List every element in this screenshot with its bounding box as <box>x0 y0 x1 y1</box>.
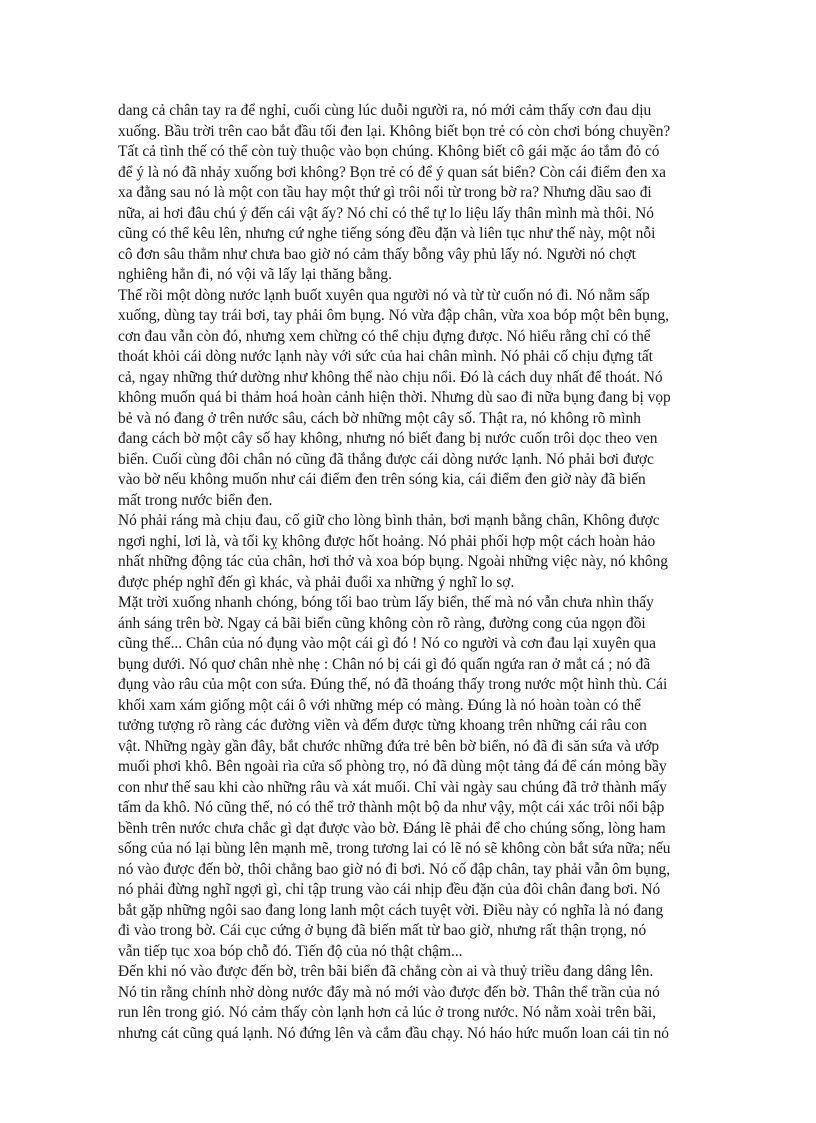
text-line: tưởng tượng rõ ràng các đường viền và đếm được từng khoang trên những cái râu con <box>118 717 647 734</box>
text-line: khối xam xám giống một cái ô với những mép có màng. Đúng là nó hoàn toàn có thể <box>118 696 641 714</box>
text-line: nó phải đừng nghĩ ngợi gì, chỉ tập trung vào cái nhịp đều đặn của đôi chân đang bơi. Nó <box>118 881 661 898</box>
text-line: nó vào được đến bờ, thôi chẳng bao giờ nó đi bơi. Nó cố đập chân, tay phải vẫn ôm bụng, <box>118 860 671 878</box>
text-line: vẫn tiếp tục xoa bóp chỗ đó. Tiến độ của nó thật chậm... <box>118 942 463 960</box>
text-line: xuống. Bầu trời trên cao bắt đầu tối đen lại. Không biết bọn trẻ có còn chơi bóng chuyền? <box>118 122 671 140</box>
text-line: được phép nghĩ đến gì khác, và phải đuổi xa những ý nghĩ lo sợ. <box>118 573 515 591</box>
text-line: bềnh trên nước chưa chắc gì dạt được vào bờ. Đáng lẽ phải để cho chúng sống, lòng ham <box>118 819 666 837</box>
text-line: ngơi nghỉ, lơi là, và tối kỵ không được hốt hoảng. Nó phải phối hợp một cách hoàn hảo <box>118 532 656 550</box>
text-line: cả, ngay những thứ dường như không thể nào chịu nổi. Đó là cách duy nhất để thoát. Nó <box>118 368 663 386</box>
text-line: Tất cả tình thế có thể còn tuỳ thuộc vào bọn chúng. Không biết cô gái mặc áo tắm đỏ có <box>118 143 660 160</box>
text-line: Mặt trời xuống nhanh chóng, bóng tối bao trùm lấy biển, thế mà nó vẫn chưa nhìn thấy <box>118 594 654 611</box>
text-line: bẻ và nó đang ở trên nước sâu, cách bờ những một cây số. Thật ra, nó không rõ mình <box>118 409 641 427</box>
text-line: đụng vào râu của một con sứa. Đúng thế, nó đã thoáng thấy trong nước một hình thù. Cái <box>118 676 668 693</box>
text-line: Nó phải ráng mà chịu đau, cố giữ cho lòng bình thản, bơi mạnh bằng chân, Không được <box>118 512 660 529</box>
text-line: vào bờ nếu không muốn như cái điểm đen trên sóng kia, cái điểm đen giờ này đã biến <box>118 471 646 488</box>
text-line: cũng thế... Chân của nó đụng vào một cái gì đó ! Nó co người và cơn đau lại xuyên qua <box>118 635 656 652</box>
text-line: xuống, dùng tay trái bơi, tay phải ôm bụng. Nó vừa đập chân, vừa xoa bóp một bên bụng, <box>118 307 669 324</box>
text-line: cũng có thể kêu lên, nhưng cứ nghe tiếng sóng đều đặn và liên tục như thế này, một nỗi <box>118 225 656 242</box>
text-line: tấm da khô. Nó cũng thế, nó có thể trở thành một bộ da như vậy, một cái xác trôi nổi bập <box>118 799 665 816</box>
body-text <box>118 101 718 1044</box>
text-line: Đến khi nó vào được đến bờ, trên bãi biển đã chẳng còn ai và thuỷ triều đang dâng lên. <box>118 963 654 980</box>
text-line: sống của nó lại bùng lên mạnh mẽ, trong tương lai có lẽ nó sẽ không còn bắt sứa nữa; nếu <box>118 840 671 857</box>
text-line: cơn đau vẫn còn đó, nhưng xem chừng có thể chịu đựng được. Nó hiểu rằng chỉ có thể <box>118 327 651 345</box>
text-line: mất trong nước biển đen. <box>118 491 273 509</box>
text-line: cô đơn sâu thẳm như chưa bao giờ nó cảm thấy bỗng vây phủ lấy nó. Người nó chợt <box>118 245 636 263</box>
text-line: thoát khỏi cái dòng nước lạnh này với sức của hai chân mình. Nó phải cố chịu đựng tất <box>118 348 653 365</box>
text-line: đang cách bờ một cây số hay không, nhưng nó biết đang bị nước cuốn trôi dọc theo ven <box>118 430 658 447</box>
text-line: nhất những động tác của chân, hơi thở và xoa bóp bụng. Ngoài những việc này, nó không <box>118 553 668 570</box>
text-line: không muốn quá bi thảm hoá hoàn cảnh hiện thời. Nhưng dù sao đi nữa bụng đang bị vọp <box>118 389 671 406</box>
text-line: nghiêng hẳn đi, nó vội vã lấy lại thăng bằng. <box>118 266 392 283</box>
text-line: biển. Cuối cùng đôi chân nó cũng đã thắng được cái dòng nước lạnh. Nó phải bơi được <box>118 450 654 468</box>
text-line: bắt gặp những ngôi sao đang long lanh một cách tuyệt vời. Điều này có nghĩa là nó đang <box>118 901 664 919</box>
text-line: nhưng cát cũng quá lạnh. Nó đứng lên và cắm đầu chạy. Nó háo hức muốn loan cái tin nó <box>118 1024 670 1042</box>
text-line: để ý là nó đã nhảy xuống bơi không? Bọn trẻ có để ý quan sát biển? Còn cái điểm đen xa <box>118 163 666 181</box>
text-line: vật. Những ngày gần đây, bắt chước những đứa trẻ bên bờ biển, nó đã đi săn sứa và ướp <box>118 737 660 755</box>
text-line: nữa, ai hơi đâu chú ý đến cái vật ấy? Nó chỉ có thể tự lo liệu lấy thân mình mà thôi. Nó <box>118 204 654 222</box>
text-line: bụng dưới. Nó quơ chân nhè nhẹ : Chân nó bị cái gì đó quấn ngứa ran ở mắt cá ; nó đã <box>118 655 651 673</box>
text-line: xa đằng sau nó là một con tầu hay một thứ gì trôi nổi từ trong bờ ra? Nhưng dầu sao đi <box>118 184 652 201</box>
text-line: run lên trong gió. Nó cảm thấy còn lạnh hơn cả lúc ở trong nước. Nó nằm xoài trên bãi, <box>118 1004 656 1021</box>
text-line: Nó tin rằng chính nhờ dòng nước đẩy mà nó mới vào được đến bờ. Thân thể trần của nó <box>118 983 660 1001</box>
text-line: con như thế sau khi cào những râu và xát muối. Chỉ vài ngày sau chúng đã trở thành mấy <box>118 778 667 796</box>
text-line: dang cả chân tay ra để nghỉ, cuối cùng lúc duỗi người ra, nó mới cảm thấy cơn đau dịu <box>118 102 652 119</box>
text-line: Thế rồi một dòng nước lạnh buốt xuyên qua người nó và từ từ cuốn nó đi. Nó nằm sấp <box>118 286 650 304</box>
text-line: muối phơi khô. Bên ngoài rìa cửa sổ phòng trọ, nó đã dùng một tảng đá để cán mỏng bầy <box>118 758 667 775</box>
text-line: ánh sáng trên bờ. Ngay cả bãi biển cũng không còn rõ ràng, đường cong của ngọn đồi <box>118 614 646 632</box>
text-line: đi vào trong bờ. Cái cục cứng ở bụng đã biến mất từ bao giờ, nhưng rất thận trọng, nó <box>118 922 647 939</box>
